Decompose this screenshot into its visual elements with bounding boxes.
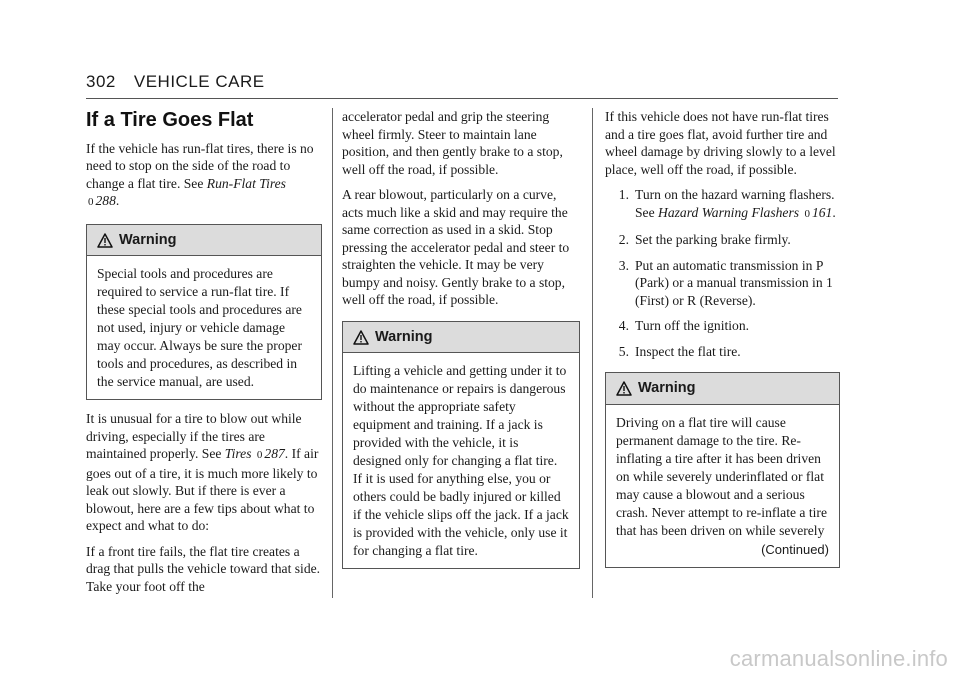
- paragraph-blowout: [86, 410, 322, 535]
- warning-triangle-icon: [353, 330, 369, 345]
- page-title: If a Tire Goes Flat: [86, 109, 254, 131]
- warning-body: Lifting a vehicle and getting under it to do maintenance or repairs is dangerous without the appropriate safety equipment and training. If a jack is provided with the vehicle, it is designed only for changing a flat tire. If it is used for anything else, you or others could be badly injured or killed if the vehicle slips off the jack. If a jack is provided with the vehicle, only use it for changing a flat tire.: [353, 363, 569, 558]
- step-text: Put an automatic transmission in P (Park) or a manual transmission in 1 (First) or R (Reverse).: [635, 257, 833, 308]
- paragraph-end: . If air goes out of a tire, it is much more likely to leak out slowly. But if there is ever a blowout, here are a few tips about what to expect and what to do:: [86, 446, 319, 533]
- warning-box-jack: [342, 321, 580, 570]
- warning-header: [343, 322, 579, 354]
- warning-title: Warning: [119, 231, 177, 248]
- step-text: Inspect the flat tire.: [635, 343, 741, 359]
- list-item: [605, 186, 840, 223]
- step-text: Set the parking brake firmly.: [635, 232, 791, 247]
- warning-triangle-icon: [97, 233, 113, 248]
- warning-title: Warning: [375, 328, 433, 345]
- step-text: Turn off the ignition.: [635, 318, 750, 333]
- paragraph-text: If the vehicle has run-flat tires, there is no need to stop on the side of the road to change a flat tire. See: [86, 140, 314, 191]
- step-number: 4.: [618, 318, 629, 333]
- tires-link[interactable]: Tires: [224, 446, 252, 461]
- page-ref-icon: 0: [804, 207, 810, 220]
- page-ref-icon: 0: [256, 449, 263, 461]
- continued-label: (Continued): [761, 541, 829, 557]
- column-2: [342, 108, 580, 579]
- paragraph-rear-blowout: A rear blowout, particularly on a curve, acts much like a skid and may require the same correction as used in a skid. Stop pressing the accelerator pedal and steer to straighten the vehicle. It may be very bumpy and noisy. Gently brake to a stop, well off the road, if possible.: [342, 187, 570, 307]
- header-rule: [86, 98, 838, 99]
- warning-triangle-icon: [616, 381, 632, 396]
- step-text: [635, 186, 840, 223]
- warning-box-run-flat: [86, 224, 322, 401]
- page-ref-icon: 0: [88, 196, 94, 208]
- section-title: VEHICLE CARE: [133, 72, 265, 91]
- paragraph-front-tire: If a front tire fails, the flat tire creates a drag that pulls the vehicle toward that side. Take your foot off the: [86, 543, 321, 594]
- column-3: [605, 108, 840, 578]
- page-header: [86, 72, 836, 92]
- page-ref-number[interactable]: 288: [95, 193, 116, 208]
- paragraph-run-flat: [86, 140, 322, 212]
- column-1: [86, 108, 322, 603]
- paragraph-intro: If this vehicle does not have run-flat tires and a tire goes flat, avoid further tire and wheel damage by driving slowly to a level place, well off the road, if possible.: [605, 109, 836, 177]
- steps-list: [605, 186, 840, 360]
- warning-header: [87, 225, 321, 257]
- paragraph-steering: accelerator pedal and grip the steering wheel firmly. Steer to maintain lane position, and then gently brake to a stop, well off the road, if possible.: [342, 109, 563, 177]
- column-divider-2: [592, 108, 593, 598]
- warning-body: [606, 405, 839, 567]
- warning-body: Special tools and procedures are required to service a run-flat tire. If these special tools and procedures are not used, injury or vehicle damage may occur. Always be sure the proper tools and procedures, as described in the service manual, are used.: [97, 266, 302, 389]
- list-item: [605, 343, 840, 361]
- step-number: 2.: [618, 232, 629, 247]
- list-item: [605, 317, 840, 335]
- warning-title: Warning: [638, 380, 696, 396]
- list-item: [605, 231, 840, 249]
- list-item: [605, 257, 840, 310]
- paragraph-end: .: [115, 193, 120, 208]
- warning-text: Driving on a flat tire will cause permanent damage to the tire. Re-inflating a tire after it has been driven on while severely underinflated or flat may cause a blowout and a serious crash. Never attempt to re-inflate a tire that has been driven on while severely: [616, 414, 827, 538]
- hazard-warning-flashers-link[interactable]: Hazard Warning Flashers: [658, 204, 800, 220]
- step-number: 1.: [618, 187, 629, 202]
- step-number: 5.: [618, 343, 629, 359]
- page-ref-number[interactable]: 161: [811, 204, 833, 220]
- warning-box-flat-tire: [605, 372, 840, 568]
- page-number: 302: [86, 72, 116, 91]
- paragraph-text: It is unusual for a tire to blow out while driving, especially if the tires are maintained properly. See: [86, 411, 302, 461]
- watermark: carmanualsonline.info: [729, 646, 948, 671]
- run-flat-tires-link[interactable]: Run-Flat Tires: [206, 175, 286, 191]
- step-number: 3.: [618, 257, 629, 273]
- step-text-part: Turn on the hazard warning flashers. See: [635, 187, 835, 220]
- warning-header: [606, 373, 839, 405]
- page-ref-number[interactable]: 287: [264, 446, 285, 461]
- column-divider-1: [332, 108, 333, 598]
- step-end: .: [832, 204, 836, 220]
